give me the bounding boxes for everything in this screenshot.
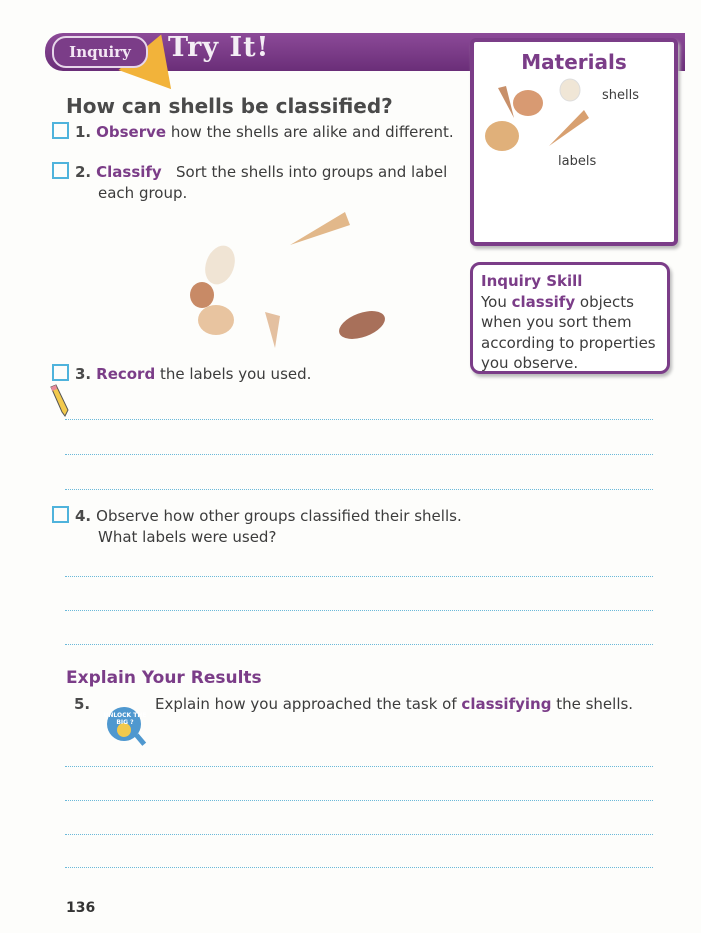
material-labels: labels xyxy=(558,154,597,169)
question-heading: How can shells be classified? xyxy=(66,94,393,118)
step-number: 5. xyxy=(74,695,91,713)
materials-shells-image xyxy=(484,78,604,158)
checkbox[interactable] xyxy=(52,122,69,139)
checkbox[interactable] xyxy=(52,364,69,381)
answer-line[interactable] xyxy=(65,489,653,490)
unlock-badge-text: UNLOCK THE BIG ? xyxy=(103,712,147,726)
step-number: 4. xyxy=(75,507,92,525)
step-keyword: Classify xyxy=(96,163,162,181)
step-text: how the shells are alike and different. xyxy=(170,123,454,141)
answer-line[interactable] xyxy=(65,610,653,611)
inquiry-badge: Inquiry xyxy=(52,36,148,68)
step-number: 2. xyxy=(75,163,92,181)
step-1 xyxy=(52,122,454,143)
answer-line[interactable] xyxy=(65,419,653,420)
step-keyword: classifying xyxy=(461,695,552,713)
page-number: 136 xyxy=(66,900,96,916)
checkbox[interactable] xyxy=(52,162,69,179)
step-text-continued: What labels were used? xyxy=(98,528,277,546)
step-text: Sort the shells into groups and label xyxy=(176,163,448,181)
answer-line[interactable] xyxy=(65,454,653,455)
checkbox[interactable] xyxy=(52,506,69,523)
answer-line[interactable] xyxy=(65,644,653,645)
step-number: 1. xyxy=(75,123,92,141)
step-keyword: Record xyxy=(96,365,156,383)
explain-heading: Explain Your Results xyxy=(66,668,262,688)
answer-line[interactable] xyxy=(65,576,653,577)
pencil-icon xyxy=(48,384,72,418)
step-4 xyxy=(52,506,462,548)
step-3 xyxy=(52,364,311,385)
step-text: Observe how other groups classified their shells. xyxy=(96,507,462,525)
skill-text: according to properties xyxy=(481,333,656,352)
skill-text: objects xyxy=(579,292,634,311)
step-text: Explain how you approached the task of xyxy=(155,695,457,713)
inquiry-skill-box xyxy=(470,262,670,374)
step-keyword: Observe xyxy=(96,123,167,141)
materials-box xyxy=(470,38,678,246)
step-5-text xyxy=(155,694,633,715)
materials-title: Materials xyxy=(521,50,627,74)
step-number: 3. xyxy=(75,365,92,383)
page-title: Try It! xyxy=(168,32,270,63)
step-text: the labels you used. xyxy=(159,365,312,383)
shell-image xyxy=(190,212,389,348)
skill-keyword: classify xyxy=(511,292,576,311)
answer-line[interactable] xyxy=(65,834,653,835)
step-text: the shells. xyxy=(556,695,634,713)
answer-line[interactable] xyxy=(65,867,653,868)
inquiry-skill-title: Inquiry Skill xyxy=(481,272,583,290)
shells-photo xyxy=(180,200,410,360)
material-shells: shells xyxy=(602,88,640,103)
skill-text: you observe. xyxy=(481,354,579,372)
answer-line[interactable] xyxy=(65,800,653,801)
step-5 xyxy=(74,694,95,715)
step-text-continued: each group. xyxy=(98,184,188,202)
step-2 xyxy=(52,162,447,204)
skill-text: when you sort them xyxy=(481,313,632,331)
skill-text: You xyxy=(481,292,507,311)
answer-line[interactable] xyxy=(65,766,653,767)
